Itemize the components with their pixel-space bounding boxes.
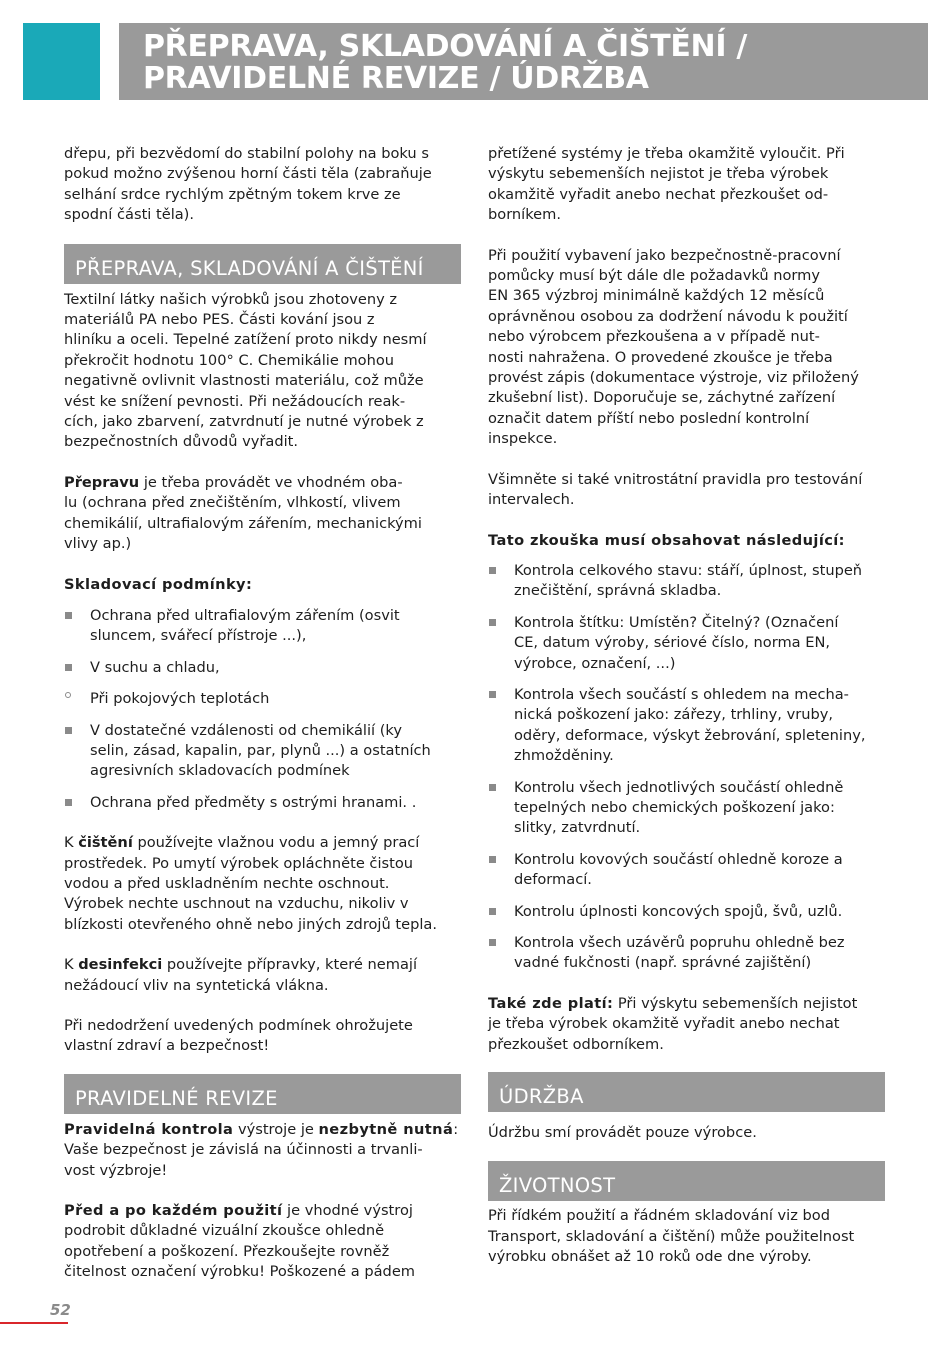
list-item: Kontrola všech součástí s ohledem na mecha- nická poškození jako: zářezy, trhliny, vruby, oděry, deformace, výskyt žebrování, spleteniny, zhmožděniny. bbox=[488, 685, 888, 767]
test-heading: Tato zkouška musí obsahovat následující: bbox=[488, 531, 845, 549]
left-column bbox=[64, 144, 464, 1283]
list-item: Kontrola všech uzávěrů popruhu ohledně bez vadné fukčnosti (např. správné zajištění) bbox=[488, 933, 888, 974]
continuation-paragraph: přetížené systémy je třeba okamžitě vyloučit. Při výskytu sebemenších nejistot je třeba výrobek okamžitě vyřadit anebo nechat přezkoušet od- borníkem. bbox=[488, 145, 845, 224]
lifetime-paragraph: Při řídkém použití a řádném skladování viz bod Transport, skladování a čištění) může použitelnost výrobku obnášet až 10 roků ode dne výroby. bbox=[488, 1207, 855, 1266]
disinfection-paragraph: K desinfekci používejte přípravky, které nemají nežádoucí vliv na syntetická vlákna. bbox=[64, 956, 418, 994]
list-item: Kontrolu úplnosti koncových spojů, švů, uzlů. bbox=[488, 902, 888, 922]
maintenance-paragraph: Údržbu smí provádět pouze výrobce. bbox=[488, 1124, 757, 1142]
page-title-line-2: PRAVIDELNÉ REVIZE / ÚDRŽBA bbox=[143, 61, 649, 96]
list-item: Kontrolu všech jednotlivých součástí ohledně tepelných nebo chemických poškození jako: slitky, zatvrdnutí. bbox=[488, 778, 888, 839]
before-use-paragraph: Před a po každém použití je vhodné výstroj podrobit důkladné vizuální zkoušce ohledně opotřebení a poškození. Přezkoušejte rovněž čitelnost označení výrobku! Poškozené a pádem bbox=[64, 1202, 416, 1281]
also-applies-paragraph: Také zde platí: Při výskytu sebemenších nejistot je třeba výrobek okamžitě vyřadit anebo nechat přezkoušet odborníkem. bbox=[488, 994, 858, 1053]
list-item: Kontrolu kovových součástí ohledně koroze a deformací. bbox=[488, 850, 888, 891]
footer-accent-line bbox=[0, 1322, 68, 1324]
section-heading-revisions: PRAVIDELNÉ REVIZE bbox=[64, 1074, 461, 1114]
storage-heading: Skladovací podmínky: bbox=[64, 575, 253, 593]
page-number: 52 bbox=[50, 1301, 71, 1319]
list-item: V suchu a chladu, bbox=[64, 658, 464, 678]
cleaning-paragraph: K čištění používejte vlažnou vodu a jemný prací prostředek. Po umytí výrobek opláchněte čistou vodou a před uskladněním nechte oschnout. Výrobek nechte uschnout na vzduchu, nikoliv v blízkosti otevřeného ohně nebo jiných zdrojů tepla. bbox=[64, 834, 437, 933]
list-item: Kontrola celkového stavu: stáří, úplnost, stupeň znečištění, správná skladba. bbox=[488, 561, 888, 602]
transport-paragraph: Přepravu je třeba provádět ve vhodném oba- lu (ochrana před znečištěním, vlhkostí, vlivem chemikálií, ultrafialovým zářením, mechanickými vlivy ap.) bbox=[64, 473, 422, 553]
right-column bbox=[488, 144, 888, 1268]
list-item: V dostatečné vzdálenosti od chemikálií (ky selin, zásad, kapalin, par, plynů ...) a ostatních agresivních skladovacích podmínek bbox=[64, 721, 464, 782]
list-item: Kontrola štítku: Umístěn? Čitelný? (Označení CE, datum výroby, sériové číslo, norma EN, výrobce, označení, ...) bbox=[488, 613, 888, 674]
storage-list bbox=[64, 606, 464, 813]
textile-paragraph: Textilní látky našich výrobků jsou zhotoveny z materiálů PA nebo PES. Části kování jsou z hliníku a oceli. Tepelné zatížení proto nikdy nesmí překročit hodnotu 100° C. Chemikálie mohou negativně ovlivnit vlastnosti materiálu, což může vést ke snížení pevnosti. Při nežádoucích reak- cích, jako zbarvení, zatvrdnutí je nutné výrobek z bezpečnostních důvodů vyřadit. bbox=[64, 290, 427, 451]
section-heading-transport: PŘEPRAVA, SKLADOVÁNÍ A ČIŠTĚNÍ bbox=[64, 244, 461, 284]
page-title bbox=[143, 31, 747, 95]
page-header bbox=[119, 23, 928, 100]
intro-paragraph: dřepu, při bezvědomí do stabilní polohy na boku s pokud možno zvýšenou horní části těla (zabraňuje selhání srdce rychlým zpětným tokem krve ze spodní části těla). bbox=[64, 145, 432, 224]
list-item: Při pokojových teplotách bbox=[64, 689, 464, 709]
test-list bbox=[488, 561, 888, 974]
list-item: Ochrana před ultrafialovým zářením (osvit sluncem, svářecí přístroje ...), bbox=[64, 606, 464, 647]
warning-paragraph: Při nedodržení uvedených podmínek ohrožujete vlastní zdraví a bezpečnost! bbox=[64, 1017, 413, 1055]
national-rules-paragraph: Všimněte si také vnitrostátní pravidla pro testování intervalech. bbox=[488, 470, 863, 509]
list-item: Ochrana před předměty s ostrými hranami. . bbox=[64, 793, 464, 813]
safety-paragraph: Při použití vybavení jako bezpečnostně-pracovní pomůcky musí být dále dle požadavků normy EN 365 výzbroj minimálně každých 12 měsíců oprávněnou osobou za dodržení návodu k použití nebo výrobcem přezkoušena a v případě nut- nosti nahražena. O provedené zkoušce je třeba provést zápis (dokumentace výstroje, viz přiložený zkušební list). Doporučuje se, záchytné zařízení označit datem příští nebo poslední kontrolní inspekce. bbox=[488, 246, 859, 448]
page-title-line-1: PŘEPRAVA, SKLADOVÁNÍ A ČIŠTĚNÍ / bbox=[143, 29, 748, 64]
revision-paragraph: Pravidelná kontrola výstroje je nezbytně nutná: Vaše bezpečnost je závislá na účinnosti a trvanli- vost výzbroje! bbox=[64, 1120, 459, 1179]
section-heading-lifetime: ŽIVOTNOST bbox=[488, 1161, 885, 1201]
accent-square bbox=[23, 23, 100, 100]
section-heading-maintenance: ÚDRŽBA bbox=[488, 1072, 885, 1112]
